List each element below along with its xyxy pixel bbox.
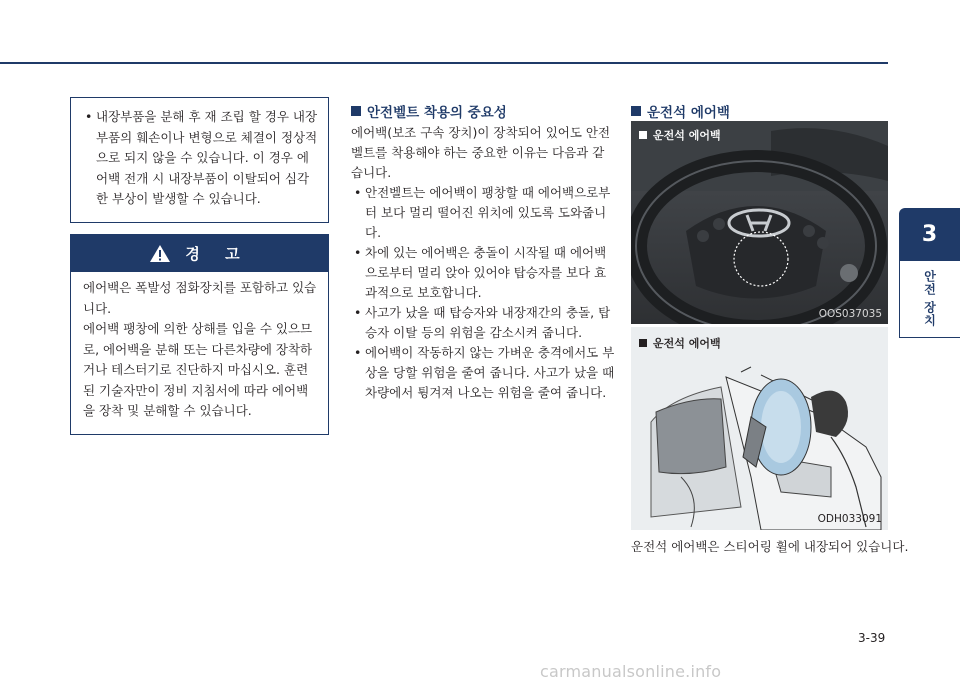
chapter-title: 안전 장치 [922, 270, 937, 328]
note-item: • 내장부품을 분해 후 재 조립 할 경우 내장부품의 훼손이나 변형으로 체결이 정상적으로 되지 않을 수 있습니다. 이 경우 에어백 전개 시 내장부품이 이탈되어 심각한 부상이 발생할 수 있습니다. [83, 107, 318, 210]
page-number: 3-39 [858, 631, 886, 645]
warning-body [71, 272, 328, 422]
driver-airbag-title: 운전석 에어백 [647, 105, 730, 121]
photo-label-text: 운전석 에어백 [653, 129, 721, 142]
chapter-number: 3 [921, 221, 938, 247]
warning-title: 경 고 [185, 245, 250, 263]
driver-airbag-heading [631, 101, 730, 121]
seatbelt-bullet: • 에어백이 작동하지 않는 가벼운 충격에서도 부상을 당할 위험을 줄여 줍니다. 사고가 났을 때 차량에서 튕겨져 나오는 위험을 줄여 줍니다. [351, 343, 615, 403]
seatbelt-section-body [351, 123, 615, 403]
seatbelt-section-heading [351, 101, 507, 121]
label-square-icon [639, 131, 647, 139]
airbag-deploy-graphic [631, 327, 888, 530]
warning-triangle-icon [149, 244, 171, 263]
photo-label [639, 127, 721, 143]
warning-paragraph: 에어백은 폭발성 점화장치를 포함하고 있습니다. [83, 280, 317, 316]
illustration-label-text: 운전석 에어백 [653, 337, 721, 350]
heading-square-icon [351, 106, 361, 116]
photo-code: OOS037035 [818, 308, 882, 320]
illustration-code: ODH033091 [817, 513, 882, 525]
chapter-tab[interactable] [899, 208, 960, 338]
seatbelt-section-title: 안전벨트 착용의 중요성 [367, 105, 507, 121]
top-rule [0, 62, 888, 64]
chapter-title-box [899, 260, 960, 338]
warning-box [70, 234, 329, 435]
seatbelt-bullet: • 사고가 났을 때 탑승자와 내장재간의 충돌, 탑승자 이탈 등의 위험을 감소시켜 줍니다. [351, 303, 615, 343]
seatbelt-intro: 에어백(보조 구속 장치)이 장착되어 있어도 안전벨트를 착용해야 하는 중요한 이유는 다음과 같습니다. [351, 125, 611, 180]
warning-paragraph: 에어백 팽창에 의한 상해를 입을 수 있으므로, 에어백을 분해 또는 다른차량에 장착하거나 테스터기로 진단하지 마십시오. 훈련된 기술자만이 정비 지침서에 따라 에어백을 장착 및 분해할 수 있습니다. [83, 321, 313, 418]
airbag-illustration [631, 327, 888, 530]
heading-square-icon [631, 106, 641, 116]
steering-wheel-photo [631, 121, 888, 324]
watermark: carmanualsonline.info [540, 662, 722, 681]
warning-header [71, 235, 328, 272]
note-box [70, 97, 329, 223]
driver-airbag-caption: 운전석 에어백은 스티어링 휠에 내장되어 있습니다. [631, 539, 909, 554]
seatbelt-bullet: • 안전벨트는 에어백이 팽창할 때 에어백으로부터 보다 멀리 떨어진 위치에 있도록 도와줍니다. [351, 183, 615, 243]
seatbelt-bullet: • 차에 있는 에어백은 충돌이 시작될 때 에어백으로부터 멀리 앉아 있어야 탑승자를 보다 효과적으로 보호합니다. [351, 243, 615, 303]
illustration-label [639, 335, 721, 351]
steering-wheel-graphic [631, 121, 888, 324]
label-square-icon [639, 339, 647, 347]
